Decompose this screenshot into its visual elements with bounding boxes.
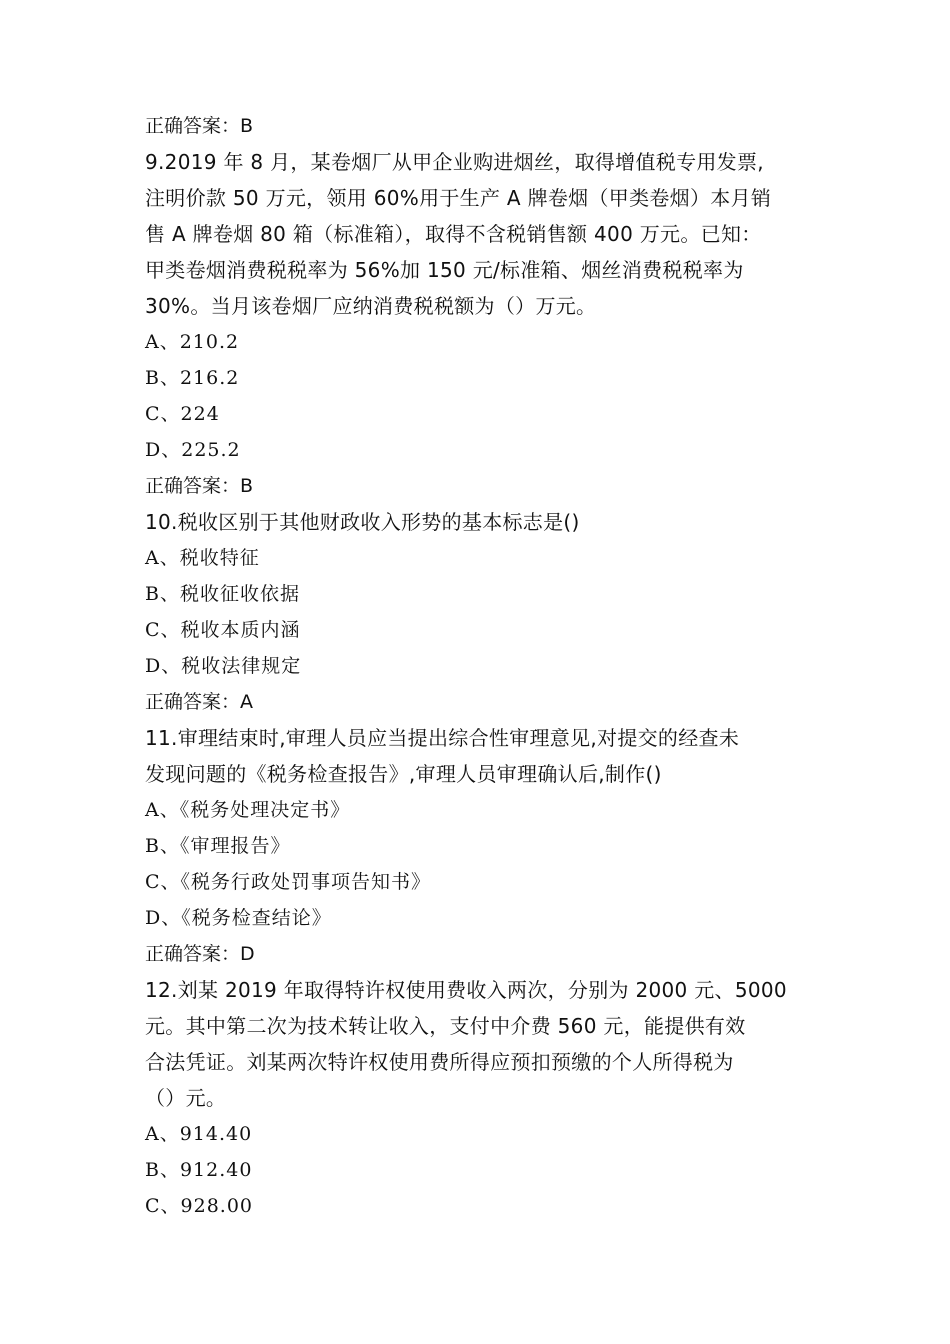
- option-b: B、216.2: [145, 367, 240, 389]
- answer-line: 正确答案：B: [145, 475, 254, 497]
- question-9: [145, 144, 825, 504]
- question-text-line: 合法凭证。刘某两次特许权使用费所得应预扣预缴的个人所得税为: [145, 1050, 734, 1074]
- question-text-line: 售 A 牌卷烟 80 箱（标准箱），取得不含税销售额 400 万元。已知：: [145, 222, 762, 246]
- option-b: B、税收征收依据: [145, 583, 300, 605]
- answer-line: 正确答案：A: [145, 691, 253, 713]
- option-c: C、税收本质内涵: [145, 619, 301, 641]
- option-d: D、税收法律规定: [145, 655, 302, 677]
- option-a: A、210.2: [145, 331, 240, 353]
- question-text-line: 10.税收区别于其他财政收入形势的基本标志是(): [145, 510, 580, 534]
- question-text-line: 甲类卷烟消费税税率为 56%加 150 元/标准箱、烟丝消费税税率为: [145, 258, 744, 282]
- option-a: A、《税务处理决定书》: [145, 799, 351, 821]
- option-c: C、《税务行政处罚事项告知书》: [145, 871, 432, 893]
- question-text-line: 9.2019 年 8 月，某卷烟厂从甲企业购进烟丝，取得增值税专用发票,: [145, 150, 764, 174]
- document-page: [145, 108, 825, 1224]
- question-text-line: 12.刘某 2019 年取得特许权使用费收入两次，分别为 2000 元、5000: [145, 978, 787, 1002]
- question-text-line: （）元。: [145, 1086, 227, 1110]
- question-text-line: 30%。当月该卷烟厂应纳消费税税额为（）万元。: [145, 294, 597, 318]
- option-a: A、税收特征: [145, 547, 260, 569]
- question-text-line: 注明价款 50 万元，领用 60%用于生产 A 牌卷烟（甲类卷烟）本月销: [145, 186, 772, 210]
- option-c: C、928.00: [145, 1195, 254, 1217]
- answer-line: 正确答案：D: [145, 943, 255, 965]
- question-text-line: 11.审理结束时,审理人员应当提出综合性审理意见,对提交的经查未: [145, 726, 740, 750]
- option-b: B、《审理报告》: [145, 835, 291, 857]
- question-11: [145, 720, 825, 972]
- question-text-line: 元。其中第二次为技术转让收入，支付中介费 560 元，能提供有效: [145, 1014, 746, 1038]
- option-a: A、914.40: [145, 1123, 253, 1145]
- option-d: D、225.2: [145, 439, 241, 461]
- option-b: B、912.40: [145, 1159, 253, 1181]
- option-d: D、《税务检查结论》: [145, 907, 332, 929]
- question-12: [145, 972, 825, 1224]
- question-10: [145, 504, 825, 720]
- option-c: C、224: [145, 403, 220, 425]
- question-text-line: 发现问题的《税务检查报告》,审理人员审理确认后,制作(): [145, 762, 662, 786]
- answer-line: 正确答案：B: [145, 115, 254, 137]
